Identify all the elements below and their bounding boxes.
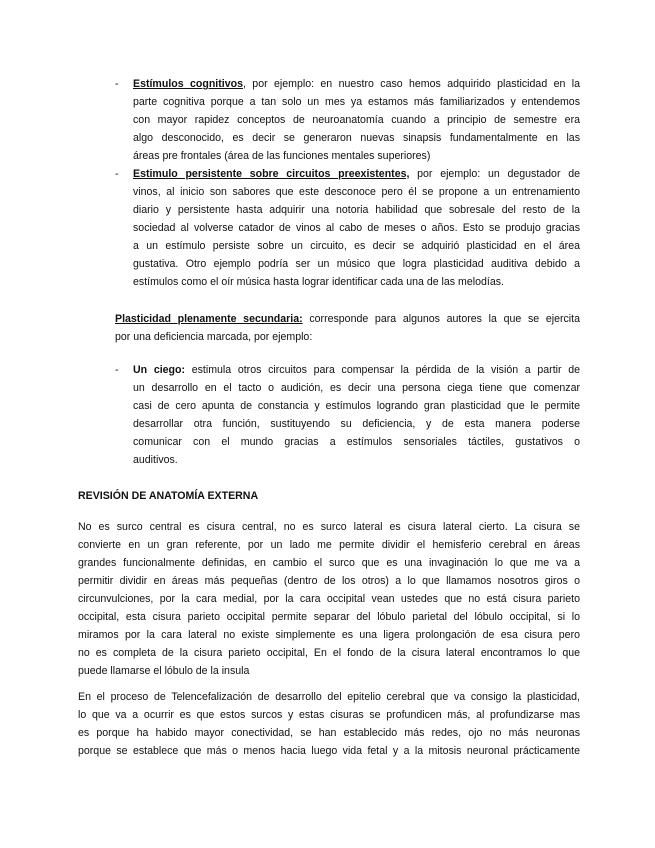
list-item-line: comunicar con el mundo gracias a estímulos sensoriales táctiles, gustativos o — [133, 436, 580, 448]
paragraph-line: convierte en un gran referente, por un lado me permite dividir el hemisferio cerebral en áreas — [78, 539, 580, 551]
paragraph-line: En el proceso de Telencefalización de desarrollo del epitelio cerebral que va consigo la plasticidad, — [78, 691, 580, 703]
secundaria-first-line: Plasticidad plenamente secundaria: corresponde para algunos autores la que se ejercita — [115, 313, 580, 325]
list-item-line: algo desconocido, es decir se generaron nuevas sinapsis fundamentalmente en las — [133, 132, 580, 144]
paragraph-line: puede llamarse el lóbulo de la insula — [78, 665, 250, 677]
list-item-line: con mayor rapidez conceptos de neuroanatomía cuando a principio de semestre era — [133, 114, 580, 126]
list-item-line: a un estímulo persiste sobre un circuito, es decir se adquirió plasticidad en el área — [133, 240, 580, 252]
list-item-title: Estimulo persistente sobre circuitos preexistentes, — [133, 168, 410, 180]
list-item-line: áreas pre frontales (área de las funciones mentales superiores) — [133, 150, 431, 162]
list-item-line: vinos, al inicio son sabores que este desconoce pero él se propone a un entrenamiento — [133, 186, 580, 198]
list-item-estimulos-cognitivos — [133, 75, 580, 165]
secundaria-title: Plasticidad plenamente secundaria: — [115, 313, 303, 325]
list-item-line: desarrollar otra función, sustituyendo su deficiencia, y de esta manera poderse — [133, 418, 580, 430]
bullet-dash: - — [115, 78, 119, 90]
paragraph-line: es porque ha habido mayor conectividad, se han establecido más redes, ojo no más neuronas — [78, 727, 580, 739]
section-heading: REVISIÓN DE ANATOMÍA EXTERNA — [78, 490, 259, 502]
paragraph-anatomia — [78, 518, 580, 680]
list-item-first-line: Estímulos cognitivos, por ejemplo: en nuestro caso hemos adquirido plasticidad en la — [133, 78, 580, 90]
paragraph-line: miramos por la cara lateral no existe simplemente es una ligera prolongación de esa cisura pero — [78, 629, 580, 641]
list-item-line: un desarrollo en el tacto o audición, es decir una persona ciega tiene que comenzar — [133, 382, 580, 394]
list-item-first-line: Un ciego: estimula otros circuitos para compensar la pérdida de la visión a partir de — [133, 364, 580, 376]
paragraph-line: permitir dividir en áreas más pequeñas (dentro de los otros) a lo que llamamos nosotros giros o — [78, 575, 580, 587]
list-item-line: gustativa. Otro ejemplo podría ser un músico que logra plasticidad auditiva debido a — [133, 258, 580, 270]
list-item-line: parte cognitiva porque a tan solo un mes ya estamos más familiarizados y entendemos — [133, 96, 580, 108]
bullet-dash: - — [115, 168, 119, 180]
paragraph-telencefalizacion — [78, 688, 580, 760]
list-item-estimulo-persistente — [133, 165, 580, 291]
paragraph-line: no es completa de la cisura parieto occipital, En el fondo de la cisura lateral encontramos lo que — [78, 647, 580, 659]
list-item-line: auditivos. — [133, 454, 178, 466]
list-item-line: casi de cero apunta de constancia y estímulos logrando gran plasticidad que le permite — [133, 400, 580, 412]
list-item-title: Un ciego: — [133, 364, 186, 376]
list-item-first-line: Estimulo persistente sobre circuitos preexistentes, por ejemplo: un degustador de — [133, 168, 580, 180]
paragraph-line: No es surco central es cisura central, no es surco lateral es cisura lateral cierto. La cisura se — [78, 521, 580, 533]
paragraph-line: grandes funcionalmente definidas, en cambio el surco que es una invaginación lo que me va a — [78, 557, 580, 569]
list-item-line: sociedad al volverse catador de vinos al cabo de meses o años. Esto se produjo gracias — [133, 222, 580, 234]
list-item-title: Estímulos cognitivos — [133, 78, 243, 90]
paragraph-line: occipital, esta cisura parieto occipital permite separar del lóbulo parietal del lóbulo occipital, si lo — [78, 611, 580, 623]
paragraph-line: lo que va a ocurrir es que estos surcos y estas cisuras se profundicen más, al profundizarse mas — [78, 709, 580, 721]
list-item-line: estímulos como el oír música hasta lograr identificar cada una de las melodías. — [133, 276, 504, 288]
paragraph-line: porque se establece que más o menos hacia luego vida fetal y a la mitosis neuronal prácticamente — [78, 745, 580, 757]
bullet-dash: - — [115, 364, 119, 376]
secundaria-line: por una deficiencia marcada, por ejemplo: — [115, 331, 313, 343]
paragraph-line: circunvulciones, por la cara medial, por la cara occipital vean ustedes que no está cisura parieto — [78, 593, 580, 605]
list-item-un-ciego — [133, 361, 580, 469]
list-item-line: diario y persistente hasta adquirir una notoria habilidad que sobresale del resto de la — [133, 204, 580, 216]
secundaria-paragraph — [115, 310, 580, 346]
